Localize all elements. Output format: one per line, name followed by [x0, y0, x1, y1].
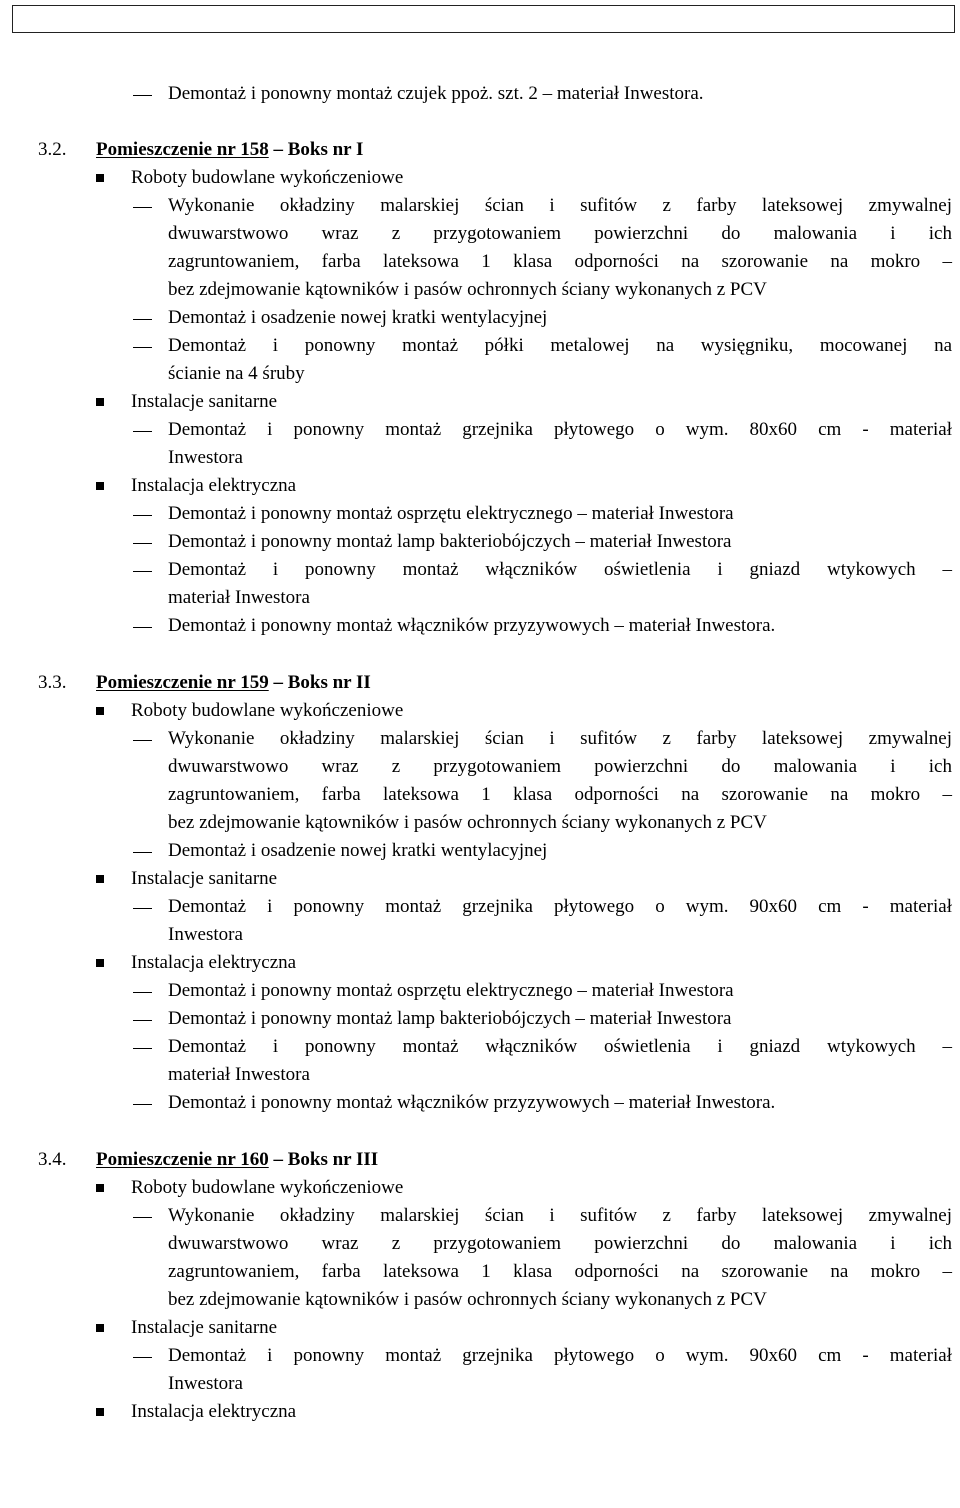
square-bullet-icon	[96, 1408, 104, 1416]
dash-marker	[133, 627, 152, 628]
section-number: 3.3.	[38, 672, 67, 693]
section-room-number: Pomieszczenie nr 158	[96, 139, 269, 160]
dash-marker	[133, 571, 152, 572]
square-bullet-icon	[96, 707, 104, 715]
group-heading: Instalacja elektryczna	[131, 1401, 297, 1422]
square-bullet-icon	[96, 959, 104, 967]
group-heading: Instalacja elektryczna	[131, 475, 297, 496]
dash-marker	[133, 319, 152, 320]
list-item: Demontaż i ponowny montaż półki metalowej na wysięgniku, mocowanej na	[168, 335, 952, 356]
list-item: Wykonanie okładziny malarskiej ścian i sufitów z farby lateksowej zmywalnej	[168, 1205, 952, 1226]
section-number: 3.2.	[38, 139, 67, 160]
list-item: Demontaż i ponowny montaż włączników przyzywowych – materiał Inwestora.	[168, 615, 776, 636]
section-number: 3.4.	[38, 1149, 67, 1170]
list-item: Demontaż i osadzenie nowej kratki wentylacyjnej	[168, 840, 548, 861]
list-item: Wykonanie okładziny malarskiej ścian i sufitów z farby lateksowej zmywalnej	[168, 195, 952, 216]
list-item: Demontaż i ponowny montaż grzejnika płytowego o wym. 90x60 cm - materiał	[168, 896, 952, 917]
section-box-label: – Boks nr II	[268, 672, 371, 693]
list-item: materiał Inwestora	[168, 587, 310, 608]
dash-marker	[133, 1020, 152, 1021]
dash-marker	[133, 207, 152, 208]
dash-marker	[133, 852, 152, 853]
list-item: Demontaż i ponowny montaż włączników oświetlenia i gniazd wtykowych –	[168, 1036, 952, 1057]
group-heading: Roboty budowlane wykończeniowe	[131, 700, 404, 721]
section-room-number: Pomieszczenie nr 159	[96, 672, 269, 693]
dash-marker	[133, 1357, 152, 1358]
list-item: Inwestora	[168, 1373, 243, 1394]
dash-marker	[133, 992, 152, 993]
section-title	[96, 136, 363, 164]
group-heading: Instalacje sanitarne	[131, 868, 278, 889]
list-item: Demontaż i ponowny montaż grzejnika płytowego o wym. 90x60 cm - materiał	[168, 1345, 952, 1366]
square-bullet-icon	[96, 482, 104, 490]
dash-marker	[133, 1217, 152, 1218]
list-item: Demontaż i ponowny montaż lamp bakteriobójczych – materiał Inwestora	[168, 531, 732, 552]
dash-marker	[133, 908, 152, 909]
dash-marker	[133, 515, 152, 516]
dash-marker	[133, 347, 152, 348]
list-item: zagruntowaniem, farba lateksowa 1 klasa odporności na szorowanie na mokro –	[168, 251, 952, 272]
list-item: Wykonanie okładziny malarskiej ścian i sufitów z farby lateksowej zmywalnej	[168, 728, 952, 749]
section-box-label: – Boks nr III	[268, 1149, 379, 1170]
square-bullet-icon	[96, 398, 104, 406]
square-bullet-icon	[96, 875, 104, 883]
section-title	[96, 1146, 378, 1174]
group-heading: Roboty budowlane wykończeniowe	[131, 167, 404, 188]
dash-marker	[133, 740, 152, 741]
list-item: Demontaż i ponowny montaż włączników przyzywowych – materiał Inwestora.	[168, 1092, 776, 1113]
list-item: materiał Inwestora	[168, 1064, 310, 1085]
list-item: Demontaż i ponowny montaż czujek ppoż. szt. 2 – materiał Inwestora.	[168, 83, 704, 104]
list-item: bez zdejmowanie kątowników i pasów ochronnych ściany wykonanych z PCV	[168, 279, 767, 300]
dash-marker	[133, 1104, 152, 1105]
list-item: dwuwarstwowo wraz z przygotowaniem powierzchni do malowania i ich	[168, 756, 952, 777]
list-item: dwuwarstwowo wraz z przygotowaniem powierzchni do malowania i ich	[168, 223, 952, 244]
square-bullet-icon	[96, 1184, 104, 1192]
list-item: Demontaż i ponowny montaż grzejnika płytowego o wym. 80x60 cm - materiał	[168, 419, 952, 440]
group-heading: Instalacje sanitarne	[131, 391, 278, 412]
section-title	[96, 669, 371, 697]
list-item: Demontaż i ponowny montaż włączników oświetlenia i gniazd wtykowych –	[168, 559, 952, 580]
page-header-frame	[12, 5, 955, 33]
list-item: bez zdejmowanie kątowników i pasów ochronnych ściany wykonanych z PCV	[168, 1289, 767, 1310]
list-item: Demontaż i ponowny montaż lamp bakteriobójczych – materiał Inwestora	[168, 1008, 732, 1029]
section-room-number: Pomieszczenie nr 160	[96, 1149, 269, 1170]
list-item: Demontaż i ponowny montaż osprzętu elektrycznego – materiał Inwestora	[168, 980, 734, 1001]
dash-marker	[133, 431, 152, 432]
list-item: Demontaż i ponowny montaż osprzętu elektrycznego – materiał Inwestora	[168, 503, 734, 524]
group-heading: Roboty budowlane wykończeniowe	[131, 1177, 404, 1198]
list-item: Inwestora	[168, 924, 243, 945]
dash-marker	[133, 1048, 152, 1049]
list-item: bez zdejmowanie kątowników i pasów ochronnych ściany wykonanych z PCV	[168, 812, 767, 833]
group-heading: Instalacje sanitarne	[131, 1317, 278, 1338]
list-item: dwuwarstwowo wraz z przygotowaniem powierzchni do malowania i ich	[168, 1233, 952, 1254]
list-item: Demontaż i osadzenie nowej kratki wentylacyjnej	[168, 307, 548, 328]
list-item: zagruntowaniem, farba lateksowa 1 klasa odporności na szorowanie na mokro –	[168, 784, 952, 805]
list-item: zagruntowaniem, farba lateksowa 1 klasa odporności na szorowanie na mokro –	[168, 1261, 952, 1282]
list-item: ścianie na 4 śruby	[168, 363, 305, 384]
square-bullet-icon	[96, 1324, 104, 1332]
section-box-label: – Boks nr I	[268, 139, 364, 160]
dash-marker	[133, 543, 152, 544]
group-heading: Instalacja elektryczna	[131, 952, 297, 973]
list-item: Inwestora	[168, 447, 243, 468]
dash-marker	[133, 95, 152, 96]
square-bullet-icon	[96, 174, 104, 182]
